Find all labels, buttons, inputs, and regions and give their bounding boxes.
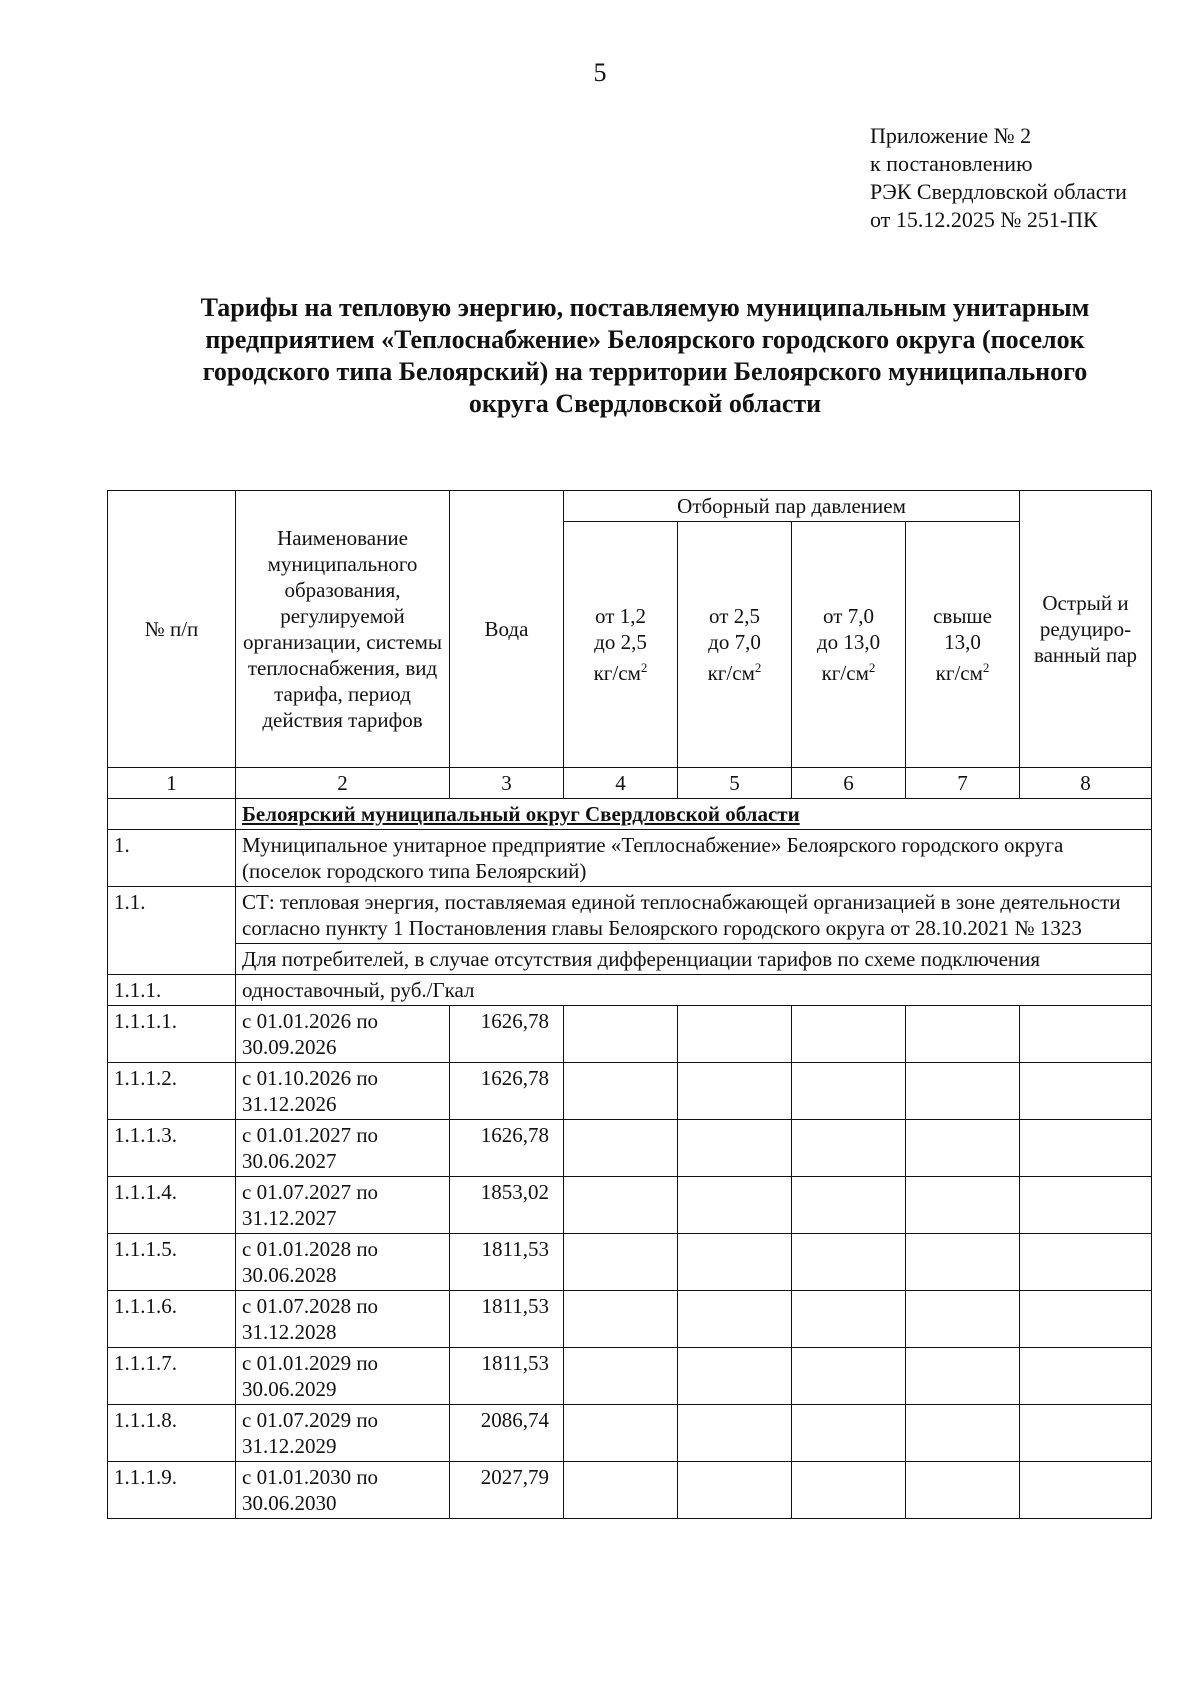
consumers-text: Для потребителей, в случае отсутствия дифференциации тарифов по схеме подключения bbox=[236, 944, 1152, 975]
row-steam-1 bbox=[564, 1063, 678, 1120]
table-row bbox=[108, 1348, 1152, 1405]
row-num: 1.1.1.3. bbox=[108, 1120, 236, 1177]
row-period-end: 31.12.2027 bbox=[242, 1206, 337, 1230]
row-sharp-steam bbox=[1020, 1120, 1152, 1177]
header-steam-2-from: от 2,5 bbox=[709, 604, 760, 628]
row-period bbox=[236, 1006, 450, 1063]
row-water-value: 1626,78 bbox=[450, 1006, 564, 1063]
organization-row bbox=[108, 830, 1152, 887]
row-water-value: 1811,53 bbox=[450, 1348, 564, 1405]
row-sharp-steam bbox=[1020, 1063, 1152, 1120]
row-water-value: 2086,74 bbox=[450, 1405, 564, 1462]
region-name: Белоярский муниципальный округ Свердловской области bbox=[236, 799, 1152, 830]
header-name: Наименование муниципального образования, регулируемой организации, системы теплоснабжения, вид тарифа, период действия тарифов bbox=[236, 491, 450, 768]
table-row bbox=[108, 1234, 1152, 1291]
title-line: городского типа Белоярский) на территории Белоярского муниципального bbox=[202, 357, 1088, 386]
tariff-type-text: одноставочный, руб./Гкал bbox=[236, 975, 1152, 1006]
row-steam-2 bbox=[678, 1006, 792, 1063]
page-number: 5 bbox=[593, 58, 607, 87]
header-unit: $кг/см^2$ bbox=[707, 660, 762, 685]
row-steam-2 bbox=[678, 1177, 792, 1234]
row-water-value: 1811,53 bbox=[450, 1291, 564, 1348]
row-steam-2 bbox=[678, 1462, 792, 1519]
organization-num: 1. bbox=[108, 830, 236, 887]
system-row bbox=[108, 887, 1152, 944]
row-period-end: 30.09.2026 bbox=[242, 1035, 337, 1059]
row-steam-4 bbox=[906, 1405, 1020, 1462]
row-water-value: 1626,78 bbox=[450, 1120, 564, 1177]
row-steam-3 bbox=[792, 1120, 906, 1177]
header-num: № п/п bbox=[108, 491, 236, 768]
row-sharp-steam bbox=[1020, 1291, 1152, 1348]
row-steam-2 bbox=[678, 1405, 792, 1462]
row-steam-4 bbox=[906, 1234, 1020, 1291]
row-steam-2 bbox=[678, 1348, 792, 1405]
title-line: предприятием «Теплоснабжение» Белоярского городского округа (поселок bbox=[205, 325, 1085, 354]
header-steam-3 bbox=[792, 522, 906, 768]
appendix-line: РЭК Свердловской области bbox=[870, 179, 1127, 204]
row-steam-3 bbox=[792, 1462, 906, 1519]
row-period bbox=[236, 1405, 450, 1462]
row-period-end: 31.12.2029 bbox=[242, 1434, 337, 1458]
header-steam-1 bbox=[564, 522, 678, 768]
row-period bbox=[236, 1120, 450, 1177]
column-number: 6 bbox=[792, 768, 906, 799]
row-period-end: 31.12.2028 bbox=[242, 1320, 337, 1344]
column-number: 1 bbox=[108, 768, 236, 799]
row-steam-4 bbox=[906, 1120, 1020, 1177]
row-period-end: 30.06.2030 bbox=[242, 1491, 337, 1515]
row-period bbox=[236, 1063, 450, 1120]
row-period-start: с 01.07.2028 по bbox=[242, 1294, 379, 1318]
row-period-start: с 01.01.2027 по bbox=[242, 1123, 379, 1147]
header-unit: $кг/см^2$ bbox=[593, 660, 648, 685]
row-steam-3 bbox=[792, 1348, 906, 1405]
header-steam-2-to: до 7,0 bbox=[708, 630, 761, 654]
appendix-block bbox=[870, 122, 1127, 234]
row-water-value: 2027,79 bbox=[450, 1462, 564, 1519]
region-row bbox=[108, 799, 1152, 830]
header-steam-3-to: до 13,0 bbox=[816, 630, 881, 654]
row-steam-2 bbox=[678, 1120, 792, 1177]
row-steam-2 bbox=[678, 1291, 792, 1348]
table-row bbox=[108, 1006, 1152, 1063]
row-steam-1 bbox=[564, 1405, 678, 1462]
row-period-start: с 01.07.2029 по bbox=[242, 1408, 379, 1432]
header-steam-group: Отборный пар давлением bbox=[564, 491, 1020, 522]
row-steam-3 bbox=[792, 1063, 906, 1120]
table-row bbox=[108, 1291, 1152, 1348]
row-steam-3 bbox=[792, 1234, 906, 1291]
row-water-value: 1626,78 bbox=[450, 1063, 564, 1120]
row-period-end: 30.06.2027 bbox=[242, 1149, 337, 1173]
title-line: округа Свердловской области bbox=[468, 389, 822, 418]
row-steam-1 bbox=[564, 1120, 678, 1177]
table-row bbox=[108, 1063, 1152, 1120]
row-steam-4 bbox=[906, 1348, 1020, 1405]
row-num: 1.1.1.5. bbox=[108, 1234, 236, 1291]
row-num: 1.1.1.2. bbox=[108, 1063, 236, 1120]
row-period bbox=[236, 1462, 450, 1519]
table-row bbox=[108, 1462, 1152, 1519]
appendix-line: от 15.12.2025 № 251-ПК bbox=[870, 207, 1098, 232]
consumers-row bbox=[108, 944, 1152, 975]
row-period-end: 30.06.2029 bbox=[242, 1377, 337, 1401]
header-row-1 bbox=[108, 491, 1152, 522]
row-period-start: с 01.01.2026 по bbox=[242, 1009, 379, 1033]
row-sharp-steam bbox=[1020, 1462, 1152, 1519]
organization-name: Муниципальное унитарное предприятие «Теплоснабжение» Белоярского городского округа (поселок городского типа Белоярский) bbox=[236, 830, 1152, 887]
column-number: 3 bbox=[450, 768, 564, 799]
system-text: СТ: тепловая энергия, поставляемая единой теплоснабжающей организацией в зоне деятельности согласно пункту 1 Постановления главы Белоярского городского округа от 28.10.2021 № 1323 bbox=[236, 887, 1152, 944]
header-steam-3-from: от 7,0 bbox=[823, 604, 874, 628]
table-row bbox=[108, 1405, 1152, 1462]
row-steam-2 bbox=[678, 1063, 792, 1120]
header-sharp-steam: Острый и редуциро-ванный пар bbox=[1020, 491, 1152, 768]
row-sharp-steam bbox=[1020, 1177, 1152, 1234]
row-steam-4 bbox=[906, 1291, 1020, 1348]
header-steam-4-from: свыше bbox=[933, 604, 992, 628]
header-steam-4 bbox=[906, 522, 1020, 768]
row-steam-1 bbox=[564, 1177, 678, 1234]
header-steam-4-to: 13,0 bbox=[944, 630, 981, 654]
row-steam-4 bbox=[906, 1462, 1020, 1519]
row-period bbox=[236, 1234, 450, 1291]
tariff-rows bbox=[108, 1006, 1152, 1519]
row-num: 1.1.1.9. bbox=[108, 1462, 236, 1519]
header-steam-1-from: от 1,2 bbox=[595, 604, 646, 628]
system-num: 1.1. bbox=[108, 887, 236, 975]
column-number: 7 bbox=[906, 768, 1020, 799]
row-water-value: 1811,53 bbox=[450, 1234, 564, 1291]
table-row bbox=[108, 1120, 1152, 1177]
row-period bbox=[236, 1177, 450, 1234]
title-line: Тарифы на тепловую энергию, поставляемую муниципальным унитарным bbox=[200, 293, 1090, 322]
row-period-end: 30.06.2028 bbox=[242, 1263, 337, 1287]
row-steam-1 bbox=[564, 1462, 678, 1519]
row-water-value: 1853,02 bbox=[450, 1177, 564, 1234]
header-unit: $кг/см^2$ bbox=[821, 660, 876, 685]
row-steam-3 bbox=[792, 1177, 906, 1234]
row-num: 1.1.1.4. bbox=[108, 1177, 236, 1234]
row-steam-4 bbox=[906, 1006, 1020, 1063]
row-steam-3 bbox=[792, 1291, 906, 1348]
row-period-start: с 01.01.2029 по bbox=[242, 1351, 379, 1375]
table-row bbox=[108, 1177, 1152, 1234]
row-period bbox=[236, 1291, 450, 1348]
row-steam-1 bbox=[564, 1291, 678, 1348]
row-steam-1 bbox=[564, 1348, 678, 1405]
row-period-start: с 01.07.2027 по bbox=[242, 1180, 379, 1204]
row-steam-3 bbox=[792, 1405, 906, 1462]
column-number: 4 bbox=[564, 768, 678, 799]
row-steam-3 bbox=[792, 1006, 906, 1063]
row-steam-1 bbox=[564, 1234, 678, 1291]
row-num: 1.1.1.7. bbox=[108, 1348, 236, 1405]
tariff-type-row bbox=[108, 975, 1152, 1006]
row-period-start: с 01.01.2030 по bbox=[242, 1465, 379, 1489]
row-steam-4 bbox=[906, 1063, 1020, 1120]
row-sharp-steam bbox=[1020, 1348, 1152, 1405]
row-steam-2 bbox=[678, 1234, 792, 1291]
document-title bbox=[150, 292, 1140, 420]
tariff-type-num: 1.1.1. bbox=[108, 975, 236, 1006]
row-num: 1.1.1.6. bbox=[108, 1291, 236, 1348]
header-water: Вода bbox=[450, 491, 564, 768]
row-period-start: с 01.10.2026 по bbox=[242, 1066, 379, 1090]
header-steam-2 bbox=[678, 522, 792, 768]
column-number-row bbox=[108, 768, 1152, 799]
row-period bbox=[236, 1348, 450, 1405]
row-period-end: 31.12.2026 bbox=[242, 1092, 337, 1116]
header-unit: $кг/см^2$ bbox=[935, 660, 990, 685]
row-sharp-steam bbox=[1020, 1234, 1152, 1291]
row-num: 1.1.1.1. bbox=[108, 1006, 236, 1063]
row-steam-4 bbox=[906, 1177, 1020, 1234]
column-number: 2 bbox=[236, 768, 450, 799]
row-steam-1 bbox=[564, 1006, 678, 1063]
row-period-start: с 01.01.2028 по bbox=[242, 1237, 379, 1261]
column-number: 5 bbox=[678, 768, 792, 799]
tariff-table bbox=[107, 490, 1152, 1519]
row-sharp-steam bbox=[1020, 1405, 1152, 1462]
row-sharp-steam bbox=[1020, 1006, 1152, 1063]
region-num-cell bbox=[108, 799, 236, 830]
row-num: 1.1.1.8. bbox=[108, 1405, 236, 1462]
header-steam-1-to: до 2,5 bbox=[594, 630, 647, 654]
column-number: 8 bbox=[1020, 768, 1152, 799]
appendix-line: Приложение № 2 bbox=[870, 123, 1032, 148]
appendix-line: к постановлению bbox=[870, 151, 1033, 176]
